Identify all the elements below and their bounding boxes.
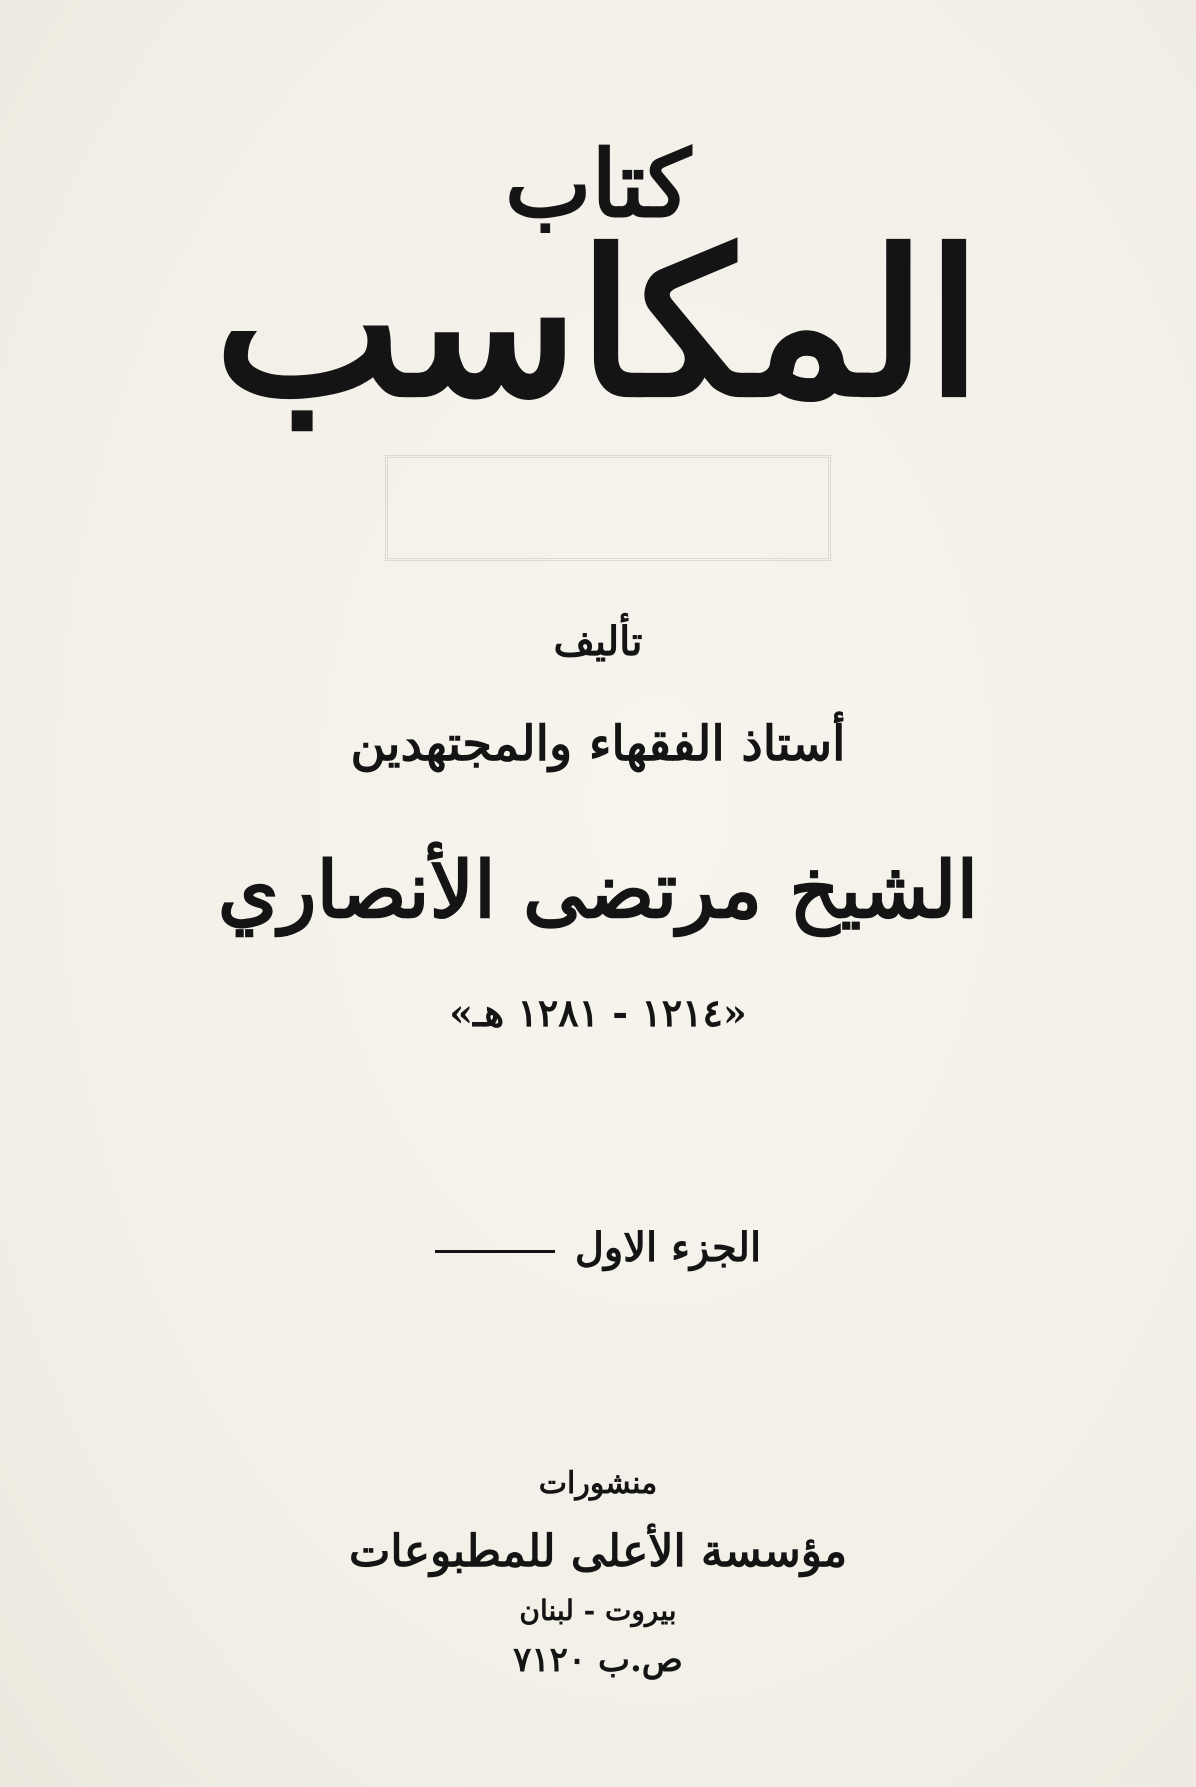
volume-text: الجزء الاول [574,1224,762,1271]
book-title: المكاسب [214,207,982,442]
book-label: كتاب [504,130,692,238]
bleed-through-frame [385,455,831,561]
authorship-label: تأليف [553,618,643,665]
publisher-pobox: ص.ب ٧١٢٠ [513,1640,683,1680]
volume-label [0,1224,1196,1271]
publisher-name: مؤسسة الأعلى للمطبوعات [348,1526,848,1577]
volume-underline [435,1250,555,1253]
author-name: الشيخ مرتضى الأنصاري [217,845,979,936]
publisher-city: بيروت - لبنان [519,1594,677,1627]
author-honorific: أستاذ الفقهاء والمجتهدين [350,716,846,772]
publisher-label: منشورات [538,1466,658,1501]
author-dates: «١٢١٤ - ١٢٨١ هـ» [449,990,747,1035]
